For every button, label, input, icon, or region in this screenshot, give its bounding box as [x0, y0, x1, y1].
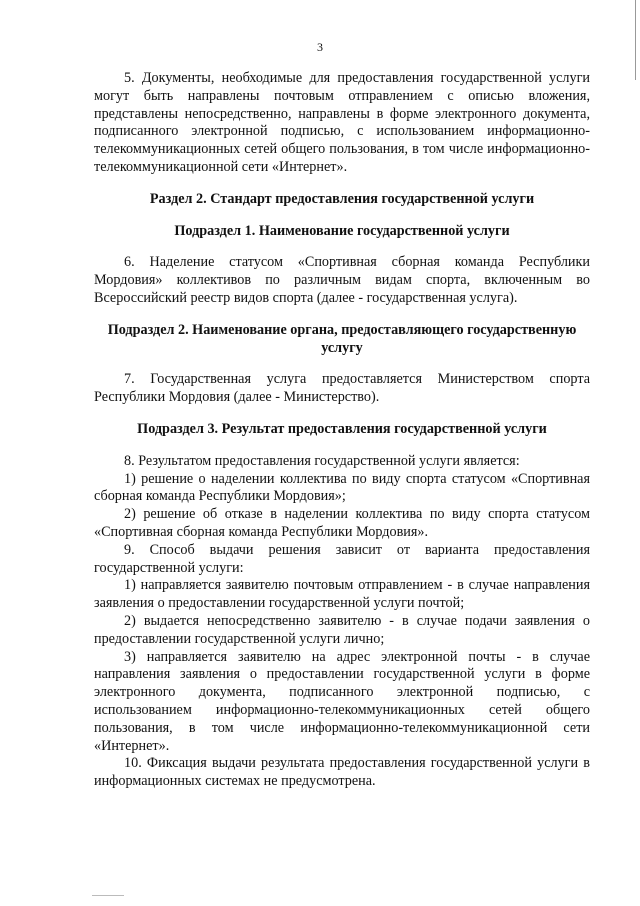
paragraph-9-item-1: 1) направляется заявителю почтовым отправлением - в случае направления заявления о предоставлении государственной услуги почтой;	[94, 577, 590, 612]
subsection-1-title: Подраздел 1. Наименование государственной услуги	[174, 222, 510, 239]
paragraph-8: 8. Результатом предоставления государственной услуги является:	[124, 452, 520, 469]
paragraph-6: 6. Наделение статусом «Спортивная сборная команда Республики Мордовия» коллективов по различным видам спорта, включенным во Всероссийский реестр видов спорта (далее - государственная услуга).	[94, 254, 590, 306]
paragraph-5: 5. Документы, необходимые для предоставления государственной услуги могут быть направлены почтовым отправлением с описью вложения, представлены непосредственно, направлены в форме электронного документа, подписанного электронной подписью, с использованием информационно-телекоммуникационных сетей общего пользования, в том числе информационно-телекоммуникационной сети «Интернет».	[94, 70, 590, 175]
footer-rule	[92, 895, 124, 896]
document-body	[94, 70, 590, 791]
paragraph-9-item-2: 2) выдается непосредственно заявителю - в случае подачи заявления о предоставлении государственной услуги лично;	[94, 612, 590, 647]
paragraph-10: 10. Фиксация выдачи результата предоставления государственной услуги в информационных системах не предусмотрена.	[94, 755, 590, 790]
page-number: 3	[317, 40, 323, 54]
subsection-3-title: Подраздел 3. Результат предоставления государственной услуги	[137, 420, 547, 437]
section-2-title: Раздел 2. Стандарт предоставления государственной услуги	[149, 190, 535, 207]
paragraph-8-item-1: 1) решение о наделении коллектива по виду спорта статусом «Спортивная сборная команда Республики Мордовия»;	[94, 470, 590, 505]
paragraph-9: 9. Способ выдачи решения зависит от варианта предоставления государственной услуги:	[94, 541, 590, 576]
paragraph-8-item-2: 2) решение об отказе в наделении коллектива по виду спорта статусом «Спортивная сборная команда Республики Мордовия».	[94, 506, 590, 540]
subsection-2-title: Подраздел 2. Наименование органа, предоставляющего государственную услугу	[107, 321, 577, 356]
paragraph-9-item-3: 3) направляется заявителю на адрес электронной почты - в случае направления заявления о предоставлении государственной услуги в форме электронного документа, подписанного электронной подписью, с использованием информационно-телекоммуникационных сетей общего пользования, в том числе информационно-телекоммуникационной сети «Интернет».	[94, 648, 590, 754]
paragraph-7: 7. Государственная услуга предоставляется Министерством спорта Республики Мордовия (далее - Министерство).	[94, 371, 590, 406]
